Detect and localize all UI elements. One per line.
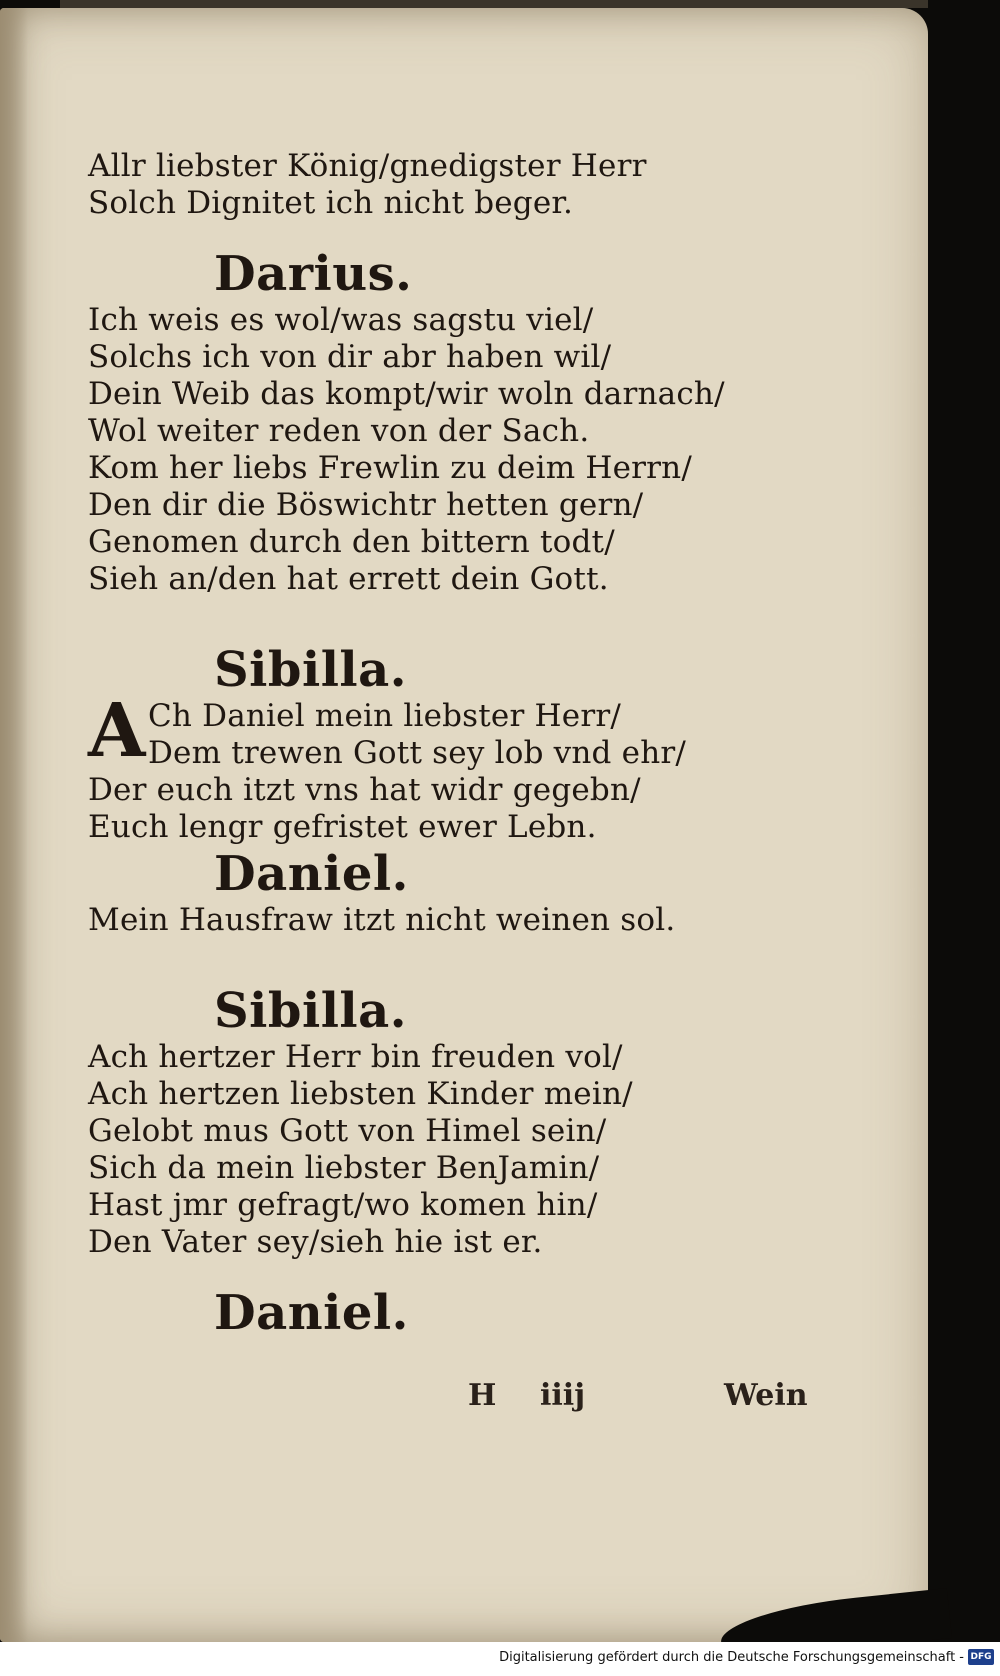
verse-line: Solchs ich von dir abr haben wil/ (88, 339, 612, 375)
verse-line: Mein Hausfraw itzt nicht weinen sol. (88, 902, 676, 938)
speaker-heading-darius: Darius. (214, 246, 413, 302)
verse-line: Kom her liebs Frewlin zu deim Herrn/ (88, 450, 692, 486)
verse-line: Dein Weib das kompt/wir woln darnach/ (88, 376, 725, 412)
verse-line: Genomen durch den bittern todt/ (88, 524, 615, 560)
book-edge (60, 0, 928, 8)
verse-line: Dem trewen Gott sey lob vnd ehr/ (148, 735, 687, 771)
dfg-logo: DFG (968, 1649, 994, 1665)
verse-line: Ach hertzer Herr bin freuden vol/ (88, 1039, 623, 1075)
page-text (88, 148, 848, 1341)
speaker-heading-sibilla: Sibilla. (214, 642, 407, 698)
verse-line: Wol weiter reden von der Sach. (88, 413, 590, 449)
verse-line: Ich weis es wol/was sagstu viel/ (88, 302, 594, 338)
verse-line: Sieh an/den hat errett dein Gott. (88, 561, 609, 597)
catchword: Wein (724, 1378, 808, 1413)
verse-line: Solch Dignitet ich nicht beger. (88, 185, 574, 221)
verse-line: Sich da mein liebster BenJamin/ (88, 1150, 600, 1186)
signature-mark: H (468, 1378, 497, 1413)
verse-line: Euch lengr gefristet ewer Lebn. (88, 809, 597, 845)
speaker-heading-sibilla: Sibilla. (214, 983, 407, 1039)
speaker-heading-daniel: Daniel. (214, 846, 409, 902)
verse-line: Den Vater sey/sieh hie ist er. (88, 1224, 543, 1260)
footer-credit: Digitalisierung gefördert durch die Deutsche Forschungsgemeinschaft - (499, 1650, 964, 1665)
drop-capital: A (88, 688, 146, 774)
verse-line: Den dir die Böswichtr hetten gern/ (88, 487, 644, 523)
verse-line: Gelobt mus Gott von Himel sein/ (88, 1113, 607, 1149)
verse-line: Der euch itzt vns hat widr gegebn/ (88, 772, 641, 808)
page-signature-row (0, 1378, 928, 1418)
verse-line: Ach hertzen liebsten Kinder mein/ (88, 1076, 633, 1112)
verse-text: Ch Daniel mein liebster Herr/ (148, 698, 622, 734)
book-page (0, 8, 928, 1642)
speaker-heading-daniel: Daniel. (214, 1285, 409, 1341)
verse-line: Hast jmr gefragt/wo komen hin/ (88, 1187, 598, 1223)
verse-line: Allr liebster König/gnedigster Herr (88, 148, 647, 184)
signature-mark: iiij (540, 1378, 586, 1413)
footer-bar (0, 1642, 1000, 1676)
